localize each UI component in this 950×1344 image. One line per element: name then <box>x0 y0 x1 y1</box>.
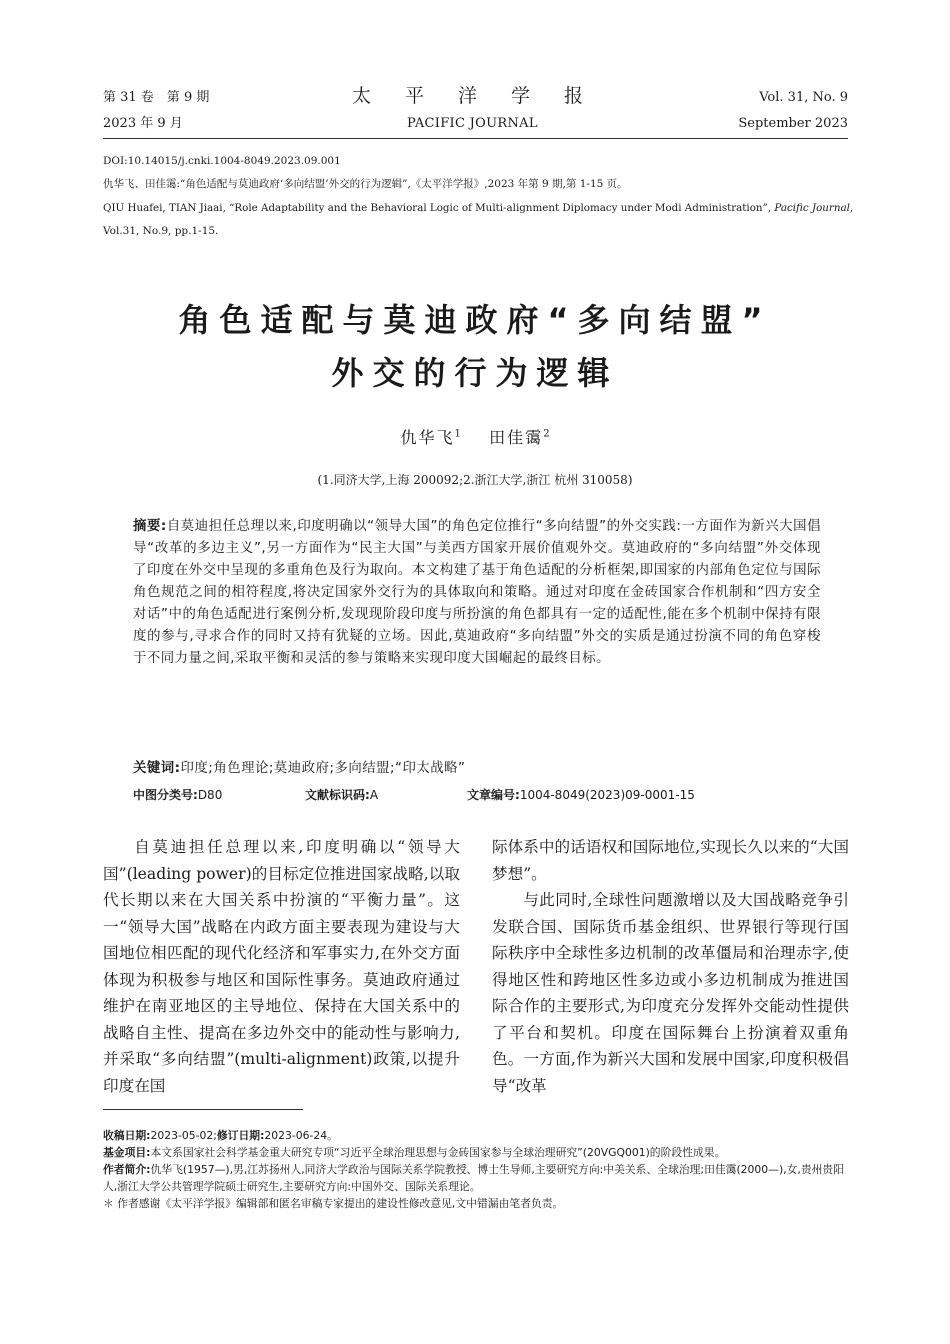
fund-value: 本文系国家社会科学基金重大研究专项“习近平全球治理思想与金砖国家参与全球治理研究”(20VGQ001)的阶段性成果。 <box>150 1146 726 1159</box>
clc-label: 中图分类号: <box>133 788 198 802</box>
keywords <box>133 758 821 780</box>
author-2: 田佳霭 <box>489 428 544 447</box>
authors-line <box>0 425 950 448</box>
keywords-label: 关键词: <box>133 761 181 776</box>
body-right-paragraph-1: 际体系中的话语权和国际地位,实现长久以来的“大国梦想”。 <box>492 838 849 883</box>
doc-label: 文献标识码: <box>305 788 370 802</box>
footnote-author <box>103 1161 849 1195</box>
title-line1: 角色适配与莫迪政府“多向结盟” <box>178 301 772 339</box>
footnote-rule <box>103 1109 303 1110</box>
received-label: 收稿日期: <box>103 1129 151 1142</box>
citation-en-line2: Vol.31, No.9, pp.1-15. <box>103 225 219 237</box>
header-volume-en: Vol. 31, No. 9 <box>759 90 848 105</box>
doc-code <box>305 785 378 805</box>
author-1: 仇华飞 <box>400 428 455 447</box>
article-number <box>467 785 695 805</box>
clc-number <box>133 785 222 805</box>
abstract <box>133 516 821 670</box>
body-left-paragraph: 自莫迪担任总理以来,印度明确以“领导大国”(leading power)的目标定位推进国家战略,以取代长期以来在大国关系中扮演的“平衡力量”。这一“领导大国”战略在内政方面主要表现为建设与大国地位相匹配的现代化经济和军事实力,在外交方面体现为积极参与地区和国际性事务。莫迪政府通过维护在南亚地区的主导地位、保持在大国关系中的战略自主性、提高在多边外交中的能动性与影响力,并采取“多向结盟”(multi-alignment)政策,以提升印度在国 <box>103 838 460 1095</box>
body-left-column <box>103 834 460 1099</box>
author-bio-label: 作者简介: <box>103 1163 151 1176</box>
footnote-thanks: ＊ 作者感谢《太平洋学报》编辑部和匿名审稿专家提出的建设性修改意见,文中错漏由笔者负责。 <box>103 1197 564 1210</box>
revised-label: 修订日期: <box>216 1129 265 1142</box>
author-bio-value: 仇华飞(1957—),男,江苏扬州人,同济大学政治与国际关系学院教授、博士生导师,主要研究方向:中美关系、全球治理;田佳霭(2000—),女,贵州贵阳人,浙江大学公共管理学院硕士研究生,主要研究方向:中国外交、国际关系理论。 <box>103 1163 845 1193</box>
citation-en-text: QIU Huafei, TIAN Jiaai, “Role Adaptability and the Behavioral Logic of Multi-alignment Diplomacy under Modi Administration”, <box>103 202 775 214</box>
fund-label: 基金项目: <box>103 1146 151 1159</box>
article-label: 文章编号: <box>467 788 520 802</box>
header-rule <box>103 138 848 139</box>
body-right-paragraph-2: 与此同时,全球性问题激增以及大国战略竞争引发联合国、国际货币基金组织、世界银行等现行国际秩序中全球性多边机制的改革僵局和治理赤字,使得地区性和跨地区性多边或小多边机制成为推进国际合作的主要形式,为印度充分发挥外交能动性提供了平台和契机。印度在国际舞台上扮演着双重角色。一方面,作为新兴大国和发展中国家,印度积极倡导“改革 <box>492 891 849 1095</box>
body-right-column <box>492 834 849 1099</box>
revised-value: 2023-06-24。 <box>264 1129 338 1142</box>
header-journal-en: PACIFIC JOURNAL <box>407 116 538 131</box>
footnote-dates <box>103 1127 849 1144</box>
header-journal-cn: 太平洋学报 <box>352 85 618 107</box>
received-value: 2023-05-02; <box>150 1129 217 1142</box>
header-date-cn: 2023 年 9 月 <box>103 116 183 131</box>
citation-en-line1 <box>103 197 853 219</box>
clc-value: D80 <box>197 788 223 802</box>
citation-en-post: , <box>849 202 854 214</box>
abstract-label: 摘要: <box>133 519 167 534</box>
article-value: 1004-8049(2023)09-0001-15 <box>519 788 695 802</box>
footnotes <box>103 1127 849 1212</box>
author-2-sup: 2 <box>543 428 550 440</box>
citation-doi: DOI:10.14015/j.cnki.1004-8049.2023.09.001 <box>103 155 341 167</box>
doc-value: A <box>369 788 379 802</box>
citation-cn: 仇华飞、田佳霭:“角色适配与莫迪政府‘多向结盟’外交的行为逻辑”,《太平洋学报》,2023 年第 9 期,第 1-15 页。 <box>103 178 628 190</box>
abstract-text: 自莫迪担任总理以来,印度明确以“领导大国”的角色定位推行“多向结盟”的外交实践:一方面作为新兴大国倡导“改革的多边主义”,另一方面作为“民主大国”与美西方国家开展价值观外交。莫迪政府的“多向结盟”外交体现了印度在外交中呈现的多重角色及行为取向。本文构建了基于角色适配的分析框架,即国家的内部角色定位与国际角色规范之间的相符程度,将决定国家外交行为的具体取向和策略。通过对印度在金砖国家合作机制和“四方安全对话”中的角色适配进行案例分析,发现现阶段印度与所扮演的角色都具有一定的适配性,能在多个机制中保持有限度的参与,寻求合作的同时又持有犹疑的立场。因此,莫迪政府“多向结盟”外交的实质是通过扮演不同的角色穿梭于不同力量之间,采取平衡和灵活的参与策略来实现印度大国崛起的最终目标。 <box>133 519 821 666</box>
footnote-fund <box>103 1144 849 1161</box>
header-volume-cn: 第 31 卷 第 9 期 <box>103 90 210 105</box>
title-line2: 外交的行为逻辑 <box>331 354 619 392</box>
author-1-sup: 1 <box>454 428 461 440</box>
affiliation: (1.同济大学,上海 200092;2.浙江大学,浙江 杭州 310058) <box>317 473 633 487</box>
citation-en-journal: Pacific Journal <box>774 202 850 214</box>
header-date-en: September 2023 <box>738 116 848 131</box>
keywords-text: 印度;角色理论;莫迪政府;多向结盟;“印太战略” <box>180 761 466 776</box>
